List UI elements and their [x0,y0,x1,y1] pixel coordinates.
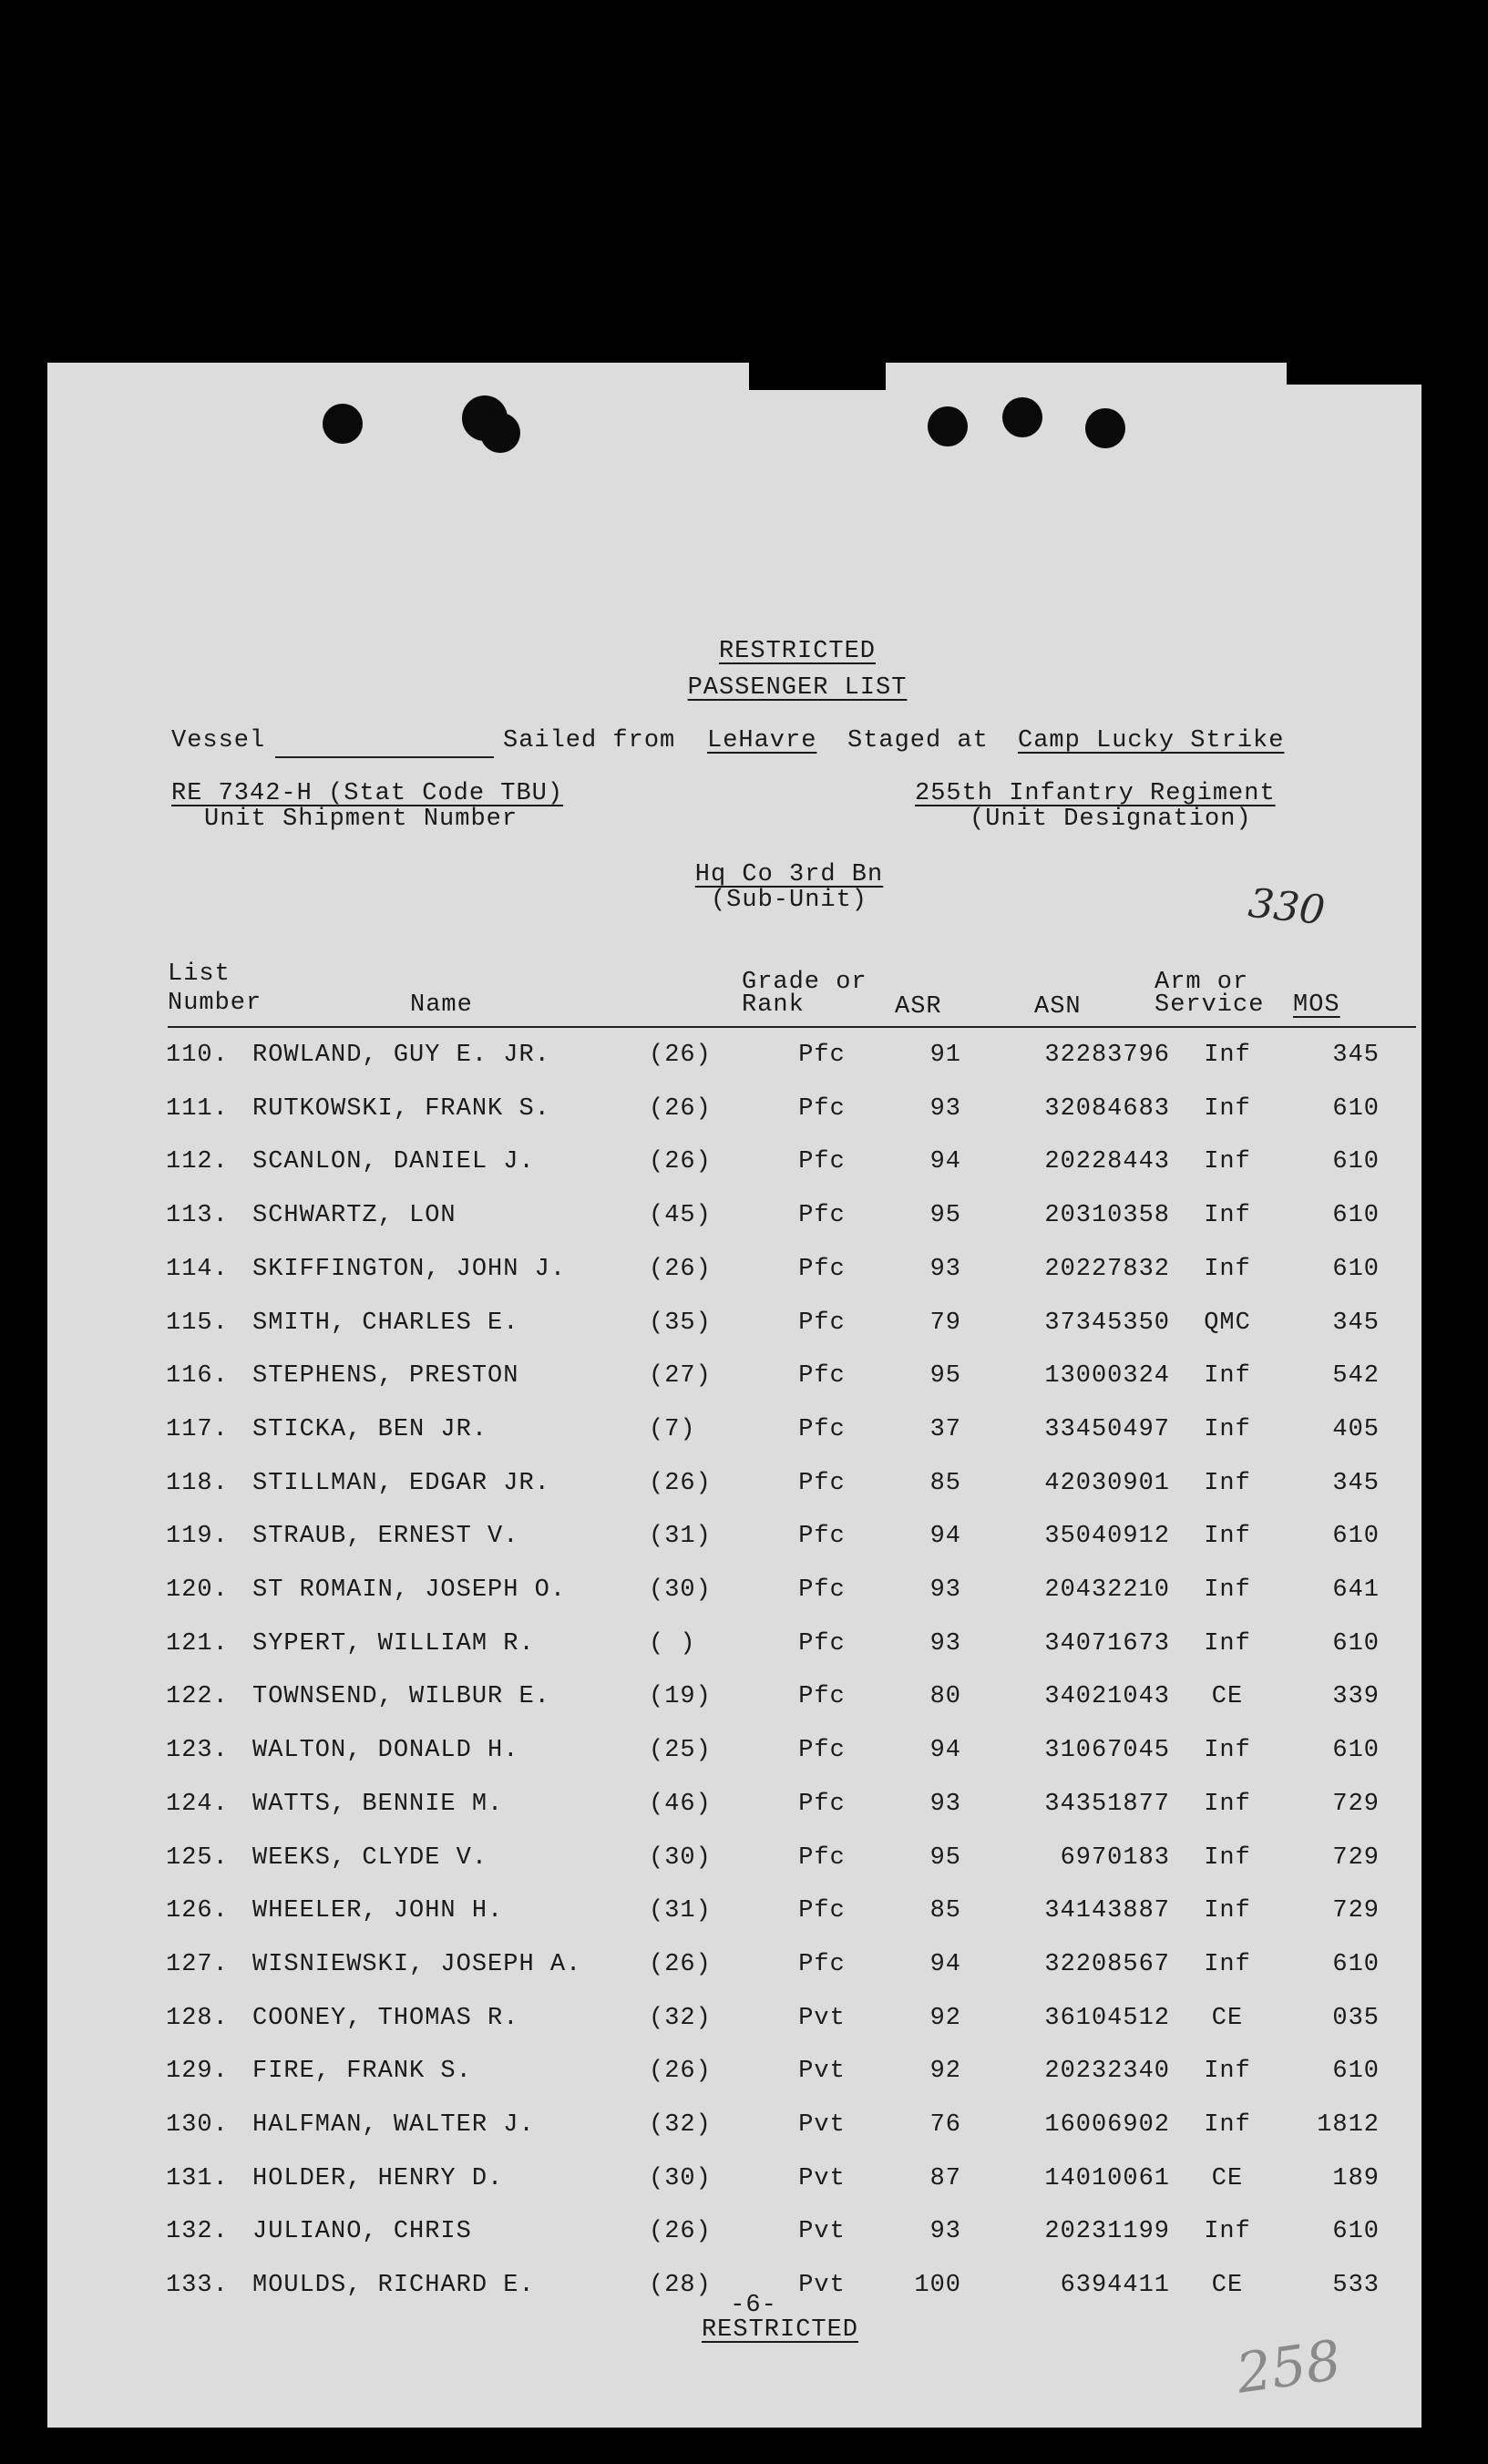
shipment-number: RE 7342-H (Stat Code TBU) [171,780,564,807]
asn: 34143887 [1044,1897,1170,1925]
asr: 93 [929,1629,961,1658]
mos: 035 [1332,2004,1380,2032]
grade: Pfc [798,1202,846,1230]
grade: Pfc [798,1790,846,1818]
age: (32) [649,2004,712,2032]
mos: 610 [1332,1523,1380,1551]
passenger-name: STILLMAN, EDGAR JR. [252,1469,550,1497]
punch-hole [1002,397,1042,437]
punch-hole [1085,408,1125,448]
list-number: 123. [166,1737,229,1765]
vessel-label: Vessel [171,727,266,755]
mos: 610 [1332,1737,1380,1765]
sailed-from-label: Sailed from [503,727,676,755]
arm-service: Inf [1204,1523,1251,1551]
table-row [47,1416,1421,1467]
list-number: 118. [166,1469,229,1497]
list-number: 133. [166,2272,229,2300]
grade: Pfc [798,1362,846,1391]
table-row [47,1042,1421,1093]
asr: 95 [929,1843,961,1872]
asn: 37345350 [1044,1309,1170,1337]
arm-service: Inf [1204,1094,1251,1123]
table-row [47,2218,1421,2269]
restricted-footer: RESTRICTED [701,2316,859,2344]
age: (30) [649,1843,712,1872]
asr: 76 [929,2111,961,2139]
grade: Pfc [798,1309,846,1337]
arm-service: Inf [1204,2218,1251,2246]
col-name: Name [410,991,473,1019]
grade: Pvt [798,2272,846,2300]
asr: 95 [929,1362,961,1391]
list-number: 114. [166,1255,229,1283]
age: ( ) [649,1629,696,1658]
mos: 345 [1332,1469,1380,1497]
asn: 20228443 [1044,1148,1170,1176]
restricted-heading: RESTRICTED [718,638,877,665]
arm-service: Inf [1204,1950,1251,1978]
asn: 20227832 [1044,1255,1170,1283]
age: (30) [649,2164,712,2192]
passenger-name: SYPERT, WILLIAM R. [252,1629,535,1658]
grade: Pfc [798,1843,846,1872]
passenger-name: WATTS, BENNIE M. [252,1790,504,1818]
sub-unit-label: (Sub-Unit) [710,887,868,914]
mos: 610 [1332,1255,1380,1283]
mos: 610 [1332,1202,1380,1230]
age: (19) [649,1683,712,1711]
arm-service: CE [1211,2272,1244,2300]
col-list: List [168,960,231,988]
arm-service: Inf [1204,1362,1251,1391]
mos: 610 [1332,2058,1380,2086]
asn: 13000324 [1044,1362,1170,1391]
col-number: Number [168,990,262,1017]
passenger-name: JULIANO, CHRIS [252,2218,472,2246]
table-row [47,2058,1421,2109]
punch-hole [928,406,968,447]
grade: Pfc [798,1148,846,1176]
passenger-name: RUTKOWSKI, FRANK S. [252,1094,550,1123]
grade: Pfc [798,1469,846,1497]
mos: 339 [1332,1683,1380,1711]
asn: 32283796 [1044,1042,1170,1069]
mos: 1812 [1317,2111,1380,2139]
asn: 6970183 [1060,1843,1170,1872]
asr: 93 [929,1094,961,1123]
col-asr: ASR [895,993,942,1021]
grade: Pfc [798,1255,846,1283]
asr: 94 [929,1950,961,1978]
list-number: 131. [166,2164,229,2192]
age: (46) [649,1790,712,1818]
passenger-name: SMITH, CHARLES E. [252,1309,519,1337]
arm-service: Inf [1204,1843,1251,1872]
asn: 34021043 [1044,1683,1170,1711]
passenger-name: ROWLAND, GUY E. JR. [252,1042,550,1069]
table-row [47,1844,1421,1895]
asr: 85 [929,1469,961,1497]
grade: Pfc [798,1415,846,1443]
arm-service: QMC [1204,1309,1251,1337]
table-row [47,1791,1421,1842]
grade: Pvt [798,2218,846,2246]
mos: 610 [1332,1950,1380,1978]
arm-service: Inf [1204,1042,1251,1069]
arm-service: Inf [1204,1148,1251,1176]
asn: 6394411 [1060,2272,1170,2300]
table-row [47,1897,1421,1948]
list-number: 132. [166,2218,229,2246]
list-number: 111. [166,1094,229,1123]
grade: Pfc [798,1523,846,1551]
torn-edge [749,354,886,390]
passenger-name: SKIFFINGTON, JOHN J. [252,1255,567,1283]
age: (27) [649,1362,712,1391]
passenger-name: MOULDS, RICHARD E. [252,2272,535,2300]
mos: 533 [1332,2272,1380,2300]
asn: 16006902 [1044,2111,1170,2139]
table-row [47,2005,1421,2056]
passenger-name: ST ROMAIN, JOSEPH O. [252,1576,567,1604]
passenger-name: FIRE, FRANK S. [252,2058,472,2086]
asr: 94 [929,1148,961,1176]
grade: Pfc [798,1629,846,1658]
unit-designation: 255th Infantry Regiment [915,780,1276,807]
asr: 79 [929,1309,961,1337]
arm-service: Inf [1204,1897,1251,1925]
mos: 729 [1332,1897,1380,1925]
age: (31) [649,1897,712,1925]
age: (7) [649,1415,696,1443]
age: (35) [649,1309,712,1337]
asr: 93 [929,1790,961,1818]
arm-service: Inf [1204,1415,1251,1443]
asr: 85 [929,1897,961,1925]
arm-service: Inf [1204,2111,1251,2139]
table-row [47,1470,1421,1521]
asn: 34071673 [1044,1629,1170,1658]
list-number: 125. [166,1843,229,1872]
age: (26) [649,1255,712,1283]
document-page [47,363,1421,2428]
page-title: PASSENGER LIST [687,674,908,702]
grade: Pfc [798,1683,846,1711]
passenger-name: TOWNSEND, WILBUR E. [252,1683,550,1711]
passenger-name: HALFMAN, WALTER J. [252,2111,535,2139]
shipment-label: Unit Shipment Number [204,806,518,833]
list-number: 124. [166,1790,229,1818]
list-number: 122. [166,1683,229,1711]
age: (26) [649,1042,712,1069]
staged-at-value: Camp Lucky Strike [1018,727,1285,755]
asr: 100 [914,2272,961,2300]
passenger-name: WISNIEWSKI, JOSEPH A. [252,1950,582,1978]
grade: Pfc [798,1094,846,1123]
unit-designation-label: (Unit Designation) [970,806,1252,833]
passenger-name: SCANLON, DANIEL J. [252,1148,535,1176]
asn: 32084683 [1044,1094,1170,1123]
table-row [47,1630,1421,1681]
table-row [47,1095,1421,1146]
mos: 189 [1332,2164,1380,2192]
arm-service: CE [1211,2164,1244,2192]
table-row [47,1683,1421,1734]
sub-unit: Hq Co 3rd Bn [694,861,884,888]
passenger-name: SCHWARTZ, LON [252,1202,457,1230]
vessel-blank-line [275,756,494,758]
arm-service: CE [1211,1683,1244,1711]
grade: Pfc [798,1042,846,1069]
punch-hole [323,404,363,444]
list-number: 115. [166,1309,229,1337]
col-asn: ASN [1034,993,1082,1021]
grade: Pfc [798,1950,846,1978]
arm-service: Inf [1204,2058,1251,2086]
table-row [47,1737,1421,1788]
asr: 37 [929,1415,961,1443]
asr: 92 [929,2004,961,2032]
mos: 641 [1332,1576,1380,1604]
asn: 20232340 [1044,2058,1170,2086]
asn: 35040912 [1044,1523,1170,1551]
mos: 610 [1332,1148,1380,1176]
asn: 33450497 [1044,1415,1170,1443]
table-row [47,1148,1421,1199]
arm-service: Inf [1204,1576,1251,1604]
passenger-name: STICKA, BEN JR. [252,1415,488,1443]
header-rule [168,1026,1416,1028]
age: (26) [649,2058,712,2086]
grade: Pvt [798,2164,846,2192]
asr: 93 [929,2218,961,2246]
asn: 20310358 [1044,1202,1170,1230]
asr: 80 [929,1683,961,1711]
age: (31) [649,1523,712,1551]
mos: 610 [1332,2218,1380,2246]
table-row [47,1256,1421,1307]
grade: Pvt [798,2058,846,2086]
mos: 610 [1332,1094,1380,1123]
table-row [47,1523,1421,1574]
staged-at-label: Staged at [847,727,989,755]
table-row [47,2111,1421,2162]
asr: 93 [929,1576,961,1604]
list-number: 121. [166,1629,229,1658]
passenger-name: WALTON, DONALD H. [252,1737,519,1765]
torn-edge [1287,354,1432,385]
list-number: 117. [166,1415,229,1443]
asn: 20432210 [1044,1576,1170,1604]
grade: Pfc [798,1737,846,1765]
grade: Pvt [798,2004,846,2032]
handwritten-note: 258 [1232,2328,1345,2407]
age: (28) [649,2272,712,2300]
list-number: 113. [166,1202,229,1230]
mos: 610 [1332,1629,1380,1658]
arm-service: CE [1211,2004,1244,2032]
asr: 93 [929,1255,961,1283]
list-number: 119. [166,1523,229,1551]
mos: 345 [1332,1042,1380,1069]
arm-service: Inf [1204,1202,1251,1230]
asn: 36104512 [1044,2004,1170,2032]
passenger-name: WEEKS, CLYDE V. [252,1843,488,1872]
age: (32) [649,2111,712,2139]
list-number: 130. [166,2111,229,2139]
grade: Pfc [798,1576,846,1604]
arm-service: Inf [1204,1790,1251,1818]
grade: Pfc [798,1897,846,1925]
list-number: 128. [166,2004,229,2032]
table-row [47,1202,1421,1253]
age: (30) [649,1576,712,1604]
sailed-from-value: LeHavre [707,727,817,755]
mos: 729 [1332,1790,1380,1818]
age: (26) [649,1148,712,1176]
age: (25) [649,1737,712,1765]
asn: 32208567 [1044,1950,1170,1978]
age: (26) [649,1950,712,1978]
asr: 94 [929,1523,961,1551]
asr: 94 [929,1737,961,1765]
age: (45) [649,1202,712,1230]
asn: 34351877 [1044,1790,1170,1818]
arm-service: Inf [1204,1255,1251,1283]
asn: 42030901 [1044,1469,1170,1497]
age: (26) [649,2218,712,2246]
table-row [47,1309,1421,1360]
list-number: 110. [166,1042,229,1069]
mos: 405 [1332,1415,1380,1443]
col-rank: Rank [742,991,805,1019]
asr: 92 [929,2058,961,2086]
asr: 91 [929,1042,961,1069]
asn: 14010061 [1044,2164,1170,2192]
asn: 31067045 [1044,1737,1170,1765]
table-row [47,2165,1421,2216]
col-service: Service [1154,991,1265,1019]
col-arm: Arm or [1154,969,1249,996]
arm-service: Inf [1204,1737,1251,1765]
passenger-name: COONEY, THOMAS R. [252,2004,519,2032]
mos: 542 [1332,1362,1380,1391]
list-number: 129. [166,2058,229,2086]
passenger-name: STEPHENS, PRESTON [252,1362,519,1391]
list-number: 120. [166,1576,229,1604]
list-number: 116. [166,1362,229,1391]
passenger-name: HOLDER, HENRY D. [252,2164,504,2192]
page-number: -6- [730,2292,777,2319]
age: (26) [649,1094,712,1123]
asn: 20231199 [1044,2218,1170,2246]
list-number: 126. [166,1897,229,1925]
passenger-name: WHEELER, JOHN H. [252,1897,504,1925]
col-mos: MOS [1293,991,1340,1019]
asr: 95 [929,1202,961,1230]
mos: 345 [1332,1309,1380,1337]
mos: 729 [1332,1843,1380,1872]
list-number: 127. [166,1950,229,1978]
table-row [47,1576,1421,1627]
punch-hole [480,413,520,453]
table-row [47,1951,1421,2002]
asr: 87 [929,2164,961,2192]
passenger-name: STRAUB, ERNEST V. [252,1523,519,1551]
list-number: 112. [166,1148,229,1176]
table-row [47,1362,1421,1413]
grade: Pvt [798,2111,846,2139]
col-grade: Grade or [742,969,867,996]
arm-service: Inf [1204,1469,1251,1497]
age: (26) [649,1469,712,1497]
handwritten-page-number: 330 [1246,879,1328,935]
arm-service: Inf [1204,1629,1251,1658]
